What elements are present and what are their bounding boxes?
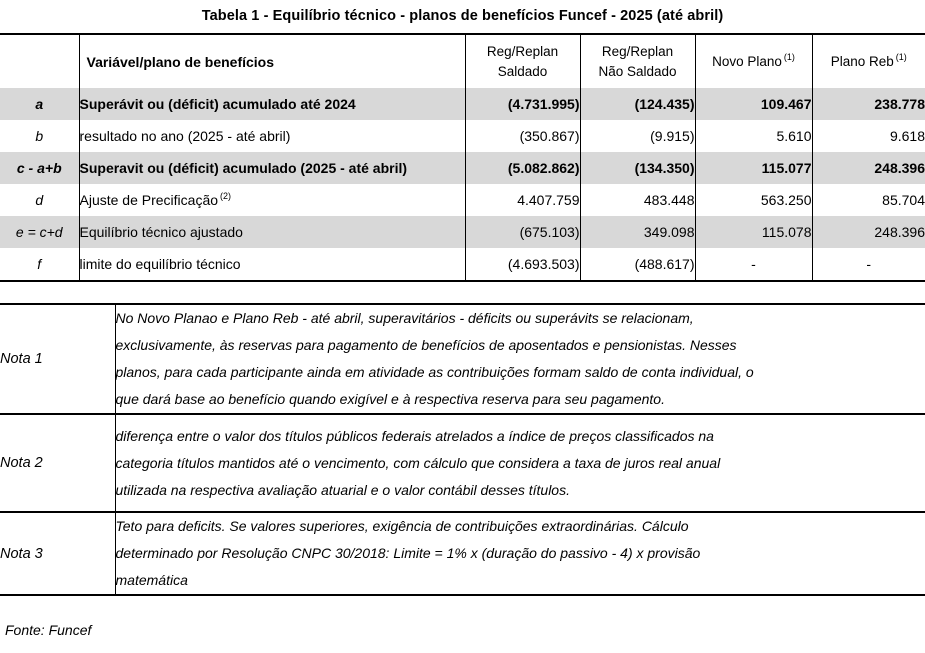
cell-value: 248.396 — [874, 224, 925, 240]
header-line: Reg/Replan — [601, 43, 674, 59]
row-label — [79, 120, 465, 152]
table-row-b — [0, 120, 925, 152]
note-row-2 — [0, 414, 925, 512]
table-row-f — [0, 248, 925, 281]
row-key: c - a+b — [0, 152, 79, 184]
cell-value: (9.915) — [580, 120, 695, 152]
cell-value: 5.610 — [695, 120, 812, 152]
note-line: categoria títulos mantidos até o vencimento, com cálculo que considera a taxa de juros real anual — [115, 454, 721, 471]
cell-value: - — [866, 256, 872, 272]
row-label-text: limite do equilíbrio técnico — [79, 256, 241, 272]
cell-value: 563.250 — [695, 184, 812, 216]
cell-value: 115.078 — [695, 216, 812, 248]
row-label — [79, 216, 465, 248]
note-line: matemática — [115, 572, 188, 588]
cell-value: (675.103) — [465, 216, 580, 248]
cell-value: (124.435) — [580, 88, 695, 120]
note-text — [115, 414, 925, 512]
cell-value: (5.082.862) — [465, 152, 580, 184]
row-label — [79, 248, 465, 281]
cell-value: 85.704 — [882, 192, 925, 208]
row-label-text: Ajuste de Precificação — [79, 192, 219, 208]
table-row-c — [0, 152, 925, 184]
note-row-1 — [0, 304, 925, 414]
note-label: Nota 2 — [0, 414, 115, 512]
table-row-a — [0, 88, 925, 120]
cell-value: (4.731.995) — [465, 88, 580, 120]
col-header-variavel: Variável/plano de benefícios — [79, 34, 465, 88]
row-key: a — [0, 88, 79, 120]
note-line: diferença entre o valor dos títulos públicos federais atrelados a índice de preços classificados na — [115, 427, 714, 444]
header-label: Plano Reb — [830, 53, 894, 69]
row-label-text: resultado no ano (2025 - até abril) — [79, 128, 291, 144]
cell-value: (488.617) — [580, 248, 695, 281]
note-label: Nota 3 — [0, 512, 115, 595]
col-header-plano-reb — [812, 34, 925, 88]
equilibrio-tecnico-table — [0, 33, 925, 282]
notes-table — [0, 303, 925, 596]
cell-value: 4.407.759 — [465, 184, 580, 216]
row-label-text: Superavit ou (déficit) acumulado (2025 - até abril) — [79, 160, 408, 176]
col-header-novo-plano — [695, 34, 812, 88]
note-line: planos, para cada participante ainda em atividade as contribuições formam saldo de conta individual, o — [115, 364, 754, 380]
table-row-e — [0, 216, 925, 248]
col-header-reg-replan-saldado — [465, 34, 580, 88]
note-text — [115, 304, 925, 414]
note-label: Nota 1 — [0, 304, 115, 414]
cell-value: 483.448 — [580, 184, 695, 216]
cell-value: 9.618 — [889, 128, 925, 144]
cell-value: (350.867) — [465, 120, 580, 152]
cell-value: 248.396 — [874, 160, 925, 176]
col-header-reg-replan-nao-saldado — [580, 34, 695, 88]
cell-value: (134.350) — [580, 152, 695, 184]
row-label-text: Equilíbrio técnico ajustado — [79, 224, 243, 240]
header-line: Reg/Replan — [486, 43, 559, 59]
row-label — [79, 152, 465, 184]
row-key: d — [0, 184, 79, 216]
cell-value: (4.693.503) — [465, 248, 580, 281]
cell-value: 115.077 — [695, 152, 812, 184]
row-label-text: Superávit ou (déficit) acumulado até 2024 — [79, 96, 356, 112]
note-line: exclusivamente, às reservas para pagamento de benefícios de aposentados e pensionistas. Nesses — [115, 337, 737, 353]
row-label — [79, 184, 465, 216]
page-title: Tabela 1 - Equilíbrio técnico - planos de benefícios Funcef - 2025 (até abril) — [201, 8, 724, 24]
note-line: utilizada na respectiva avaliação atuarial e o valor contábil desses títulos. — [115, 481, 570, 498]
footnote-ref: (1) — [783, 52, 795, 62]
row-label — [79, 88, 465, 120]
cell-value: 109.467 — [695, 88, 812, 120]
header-line: Saldado — [497, 63, 548, 79]
note-line: No Novo Planao e Plano Reb - até abril, superavitários - déficits ou superávits se relacionam, — [115, 310, 694, 326]
row-key: b — [0, 120, 79, 152]
footnote-ref: (1) — [895, 52, 907, 62]
cell-value: - — [695, 248, 812, 281]
note-row-3 — [0, 512, 925, 595]
note-line: Teto para deficits. Se valores superiores, exigência de contribuições extraordinárias. Cálculo — [115, 518, 689, 534]
cell-value: 238.778 — [874, 96, 925, 112]
col-header-key — [0, 34, 79, 88]
table-header-row — [0, 34, 925, 88]
table-row-d — [0, 184, 925, 216]
footnote-ref: (2) — [220, 191, 232, 202]
header-label: Novo Plano — [712, 53, 782, 69]
header-line: Não Saldado — [598, 63, 677, 79]
cell-value: 349.098 — [580, 216, 695, 248]
row-key: e = c+d — [0, 216, 79, 248]
note-line: determinado por Resolução CNPC 30/2018: Limite = 1% x (duração do passivo - 4) x provisão — [115, 545, 701, 561]
source-note: Fonte: Funcef — [5, 622, 92, 638]
note-line: que dará base ao benefício quando exigível e à respectiva reserva para seu pagamento. — [115, 391, 665, 407]
row-key: f — [0, 248, 79, 281]
note-text — [115, 512, 925, 595]
